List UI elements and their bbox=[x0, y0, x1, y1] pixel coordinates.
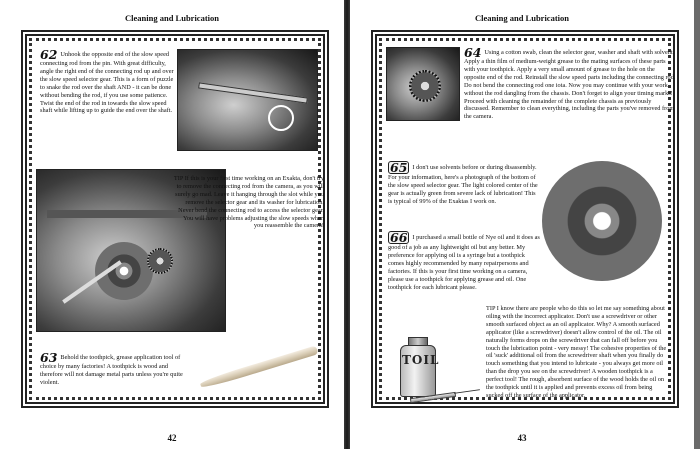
step-text: Unhook the opposite end of the slow speed connecting rod from the pin. With great difficulty, angle the right end of the connecting rod up and over the slow speed selector gear. This is a form of puzzle to snake the rod over the shaft AND - it can be done without bending the rod, if you use some patience. Twist the end of the rod in towards the slow speed shaft while lifting up to guide the end over the shaft. bbox=[40, 51, 174, 115]
step-65 bbox=[388, 161, 538, 225]
page-border-inner bbox=[29, 38, 324, 400]
step-number: 62 bbox=[40, 47, 58, 62]
tip-oiling: TIP I know there are people who do this so let me say something about oiling with the incorrect applicator. Don't use a screwdriver or other smooth surfaced object as an oil applicator. Why? A smooth surfaced applicator (like a screwdriver) doesn't allow control of the oil. The oil naturally forms drops on the screwdriver that can fall off before you touch the lubrication point - very messy! The cohesive properties of the oil 'suck' additional oil from the screwdriver shaft when you finally do touch something that you intend to lubricate - you always get more oil than the drop you see on the screwdriver! A wooden toothpick is a perfect tool! The rough, absorbent surface of the wood holds the oil on the toothpick until it is applied and prevents excess oil from being sucked off the surface of the applicator. bbox=[486, 305, 667, 399]
step-number: 63 bbox=[40, 350, 58, 365]
page-header: Cleaning and Lubrication bbox=[475, 13, 569, 23]
page-number: 43 bbox=[517, 433, 527, 443]
page-border bbox=[21, 30, 329, 408]
toothpick-image bbox=[199, 345, 318, 389]
step-number: 65 bbox=[390, 160, 408, 175]
step-63 bbox=[40, 352, 190, 408]
page-header: Cleaning and Lubrication bbox=[125, 13, 219, 23]
step-text: Using a cotton swab, clean the selector gear, washer and shaft with solvent. Apply a thin film of medium-weight grease to the mating surfaces of these parts with your toothpick. Apply a very small amount of grease to the hole on the opposite end of the rod. Reinstall the slow speed parts including the connecting rod. Do not bend the connecting rod one iota. Now you may continue with your work without the rod dangling from the chassis. Don't forget to align your timing marks! Proceed with cleaning the remainder of the complete chassis as previously discussed. Remember to clean everything, including the parts you've removed from the camera. bbox=[464, 49, 676, 121]
step-number: 64 bbox=[464, 45, 482, 60]
left-page bbox=[0, 0, 344, 449]
page-number: 42 bbox=[167, 433, 177, 443]
step-66 bbox=[388, 231, 540, 311]
step-text: I don't use solvents before or during disassembly. For your information, here's a photograph of the bottom of the slow speed selector gear. The light colored center of the gear is actually green from severe lack of lubrication! This is typical of 99% of the Exaktas I work on. bbox=[388, 164, 538, 205]
step-number: 66 bbox=[390, 230, 408, 245]
step-62 bbox=[40, 49, 174, 167]
photo-gear-bottom bbox=[542, 161, 662, 281]
step-text: I purchased a small bottle of Nye oil and it does as good of a job as any lightweight oil but any better. My preference for applying oil is a syringe but a toothpick comes highly recommended by many repairpersons and factories. If this is your first time working on a camera, please use a toothpick for applying grease and oil. One toothpick for each lubricant please. bbox=[388, 234, 540, 291]
tip-note: TIP If this is your first time working on an Exakta, don't try to remove the connecting rod from the camera, as you will surely go mad. Leave it hanging through the slot while you remove the selector gear and its washer for lubrication. Never bend the connecting rod to access the selector gear. You will have problems adjusting the slow speeds when you reassemble the camera! bbox=[173, 175, 324, 230]
right-page bbox=[350, 0, 694, 449]
photo-connecting-rod bbox=[177, 49, 318, 151]
bottle-label: TOIL bbox=[402, 353, 440, 367]
page-border bbox=[371, 30, 679, 408]
step-64 bbox=[464, 47, 676, 159]
photo-cleaning-gear bbox=[386, 47, 460, 121]
page-border-inner bbox=[379, 38, 676, 400]
step-text: Behold the toothpick, grease application tool of choice by many factories! A toothpick is wood and therefore will not damage metal parts unless you're quite violent. bbox=[40, 354, 183, 386]
